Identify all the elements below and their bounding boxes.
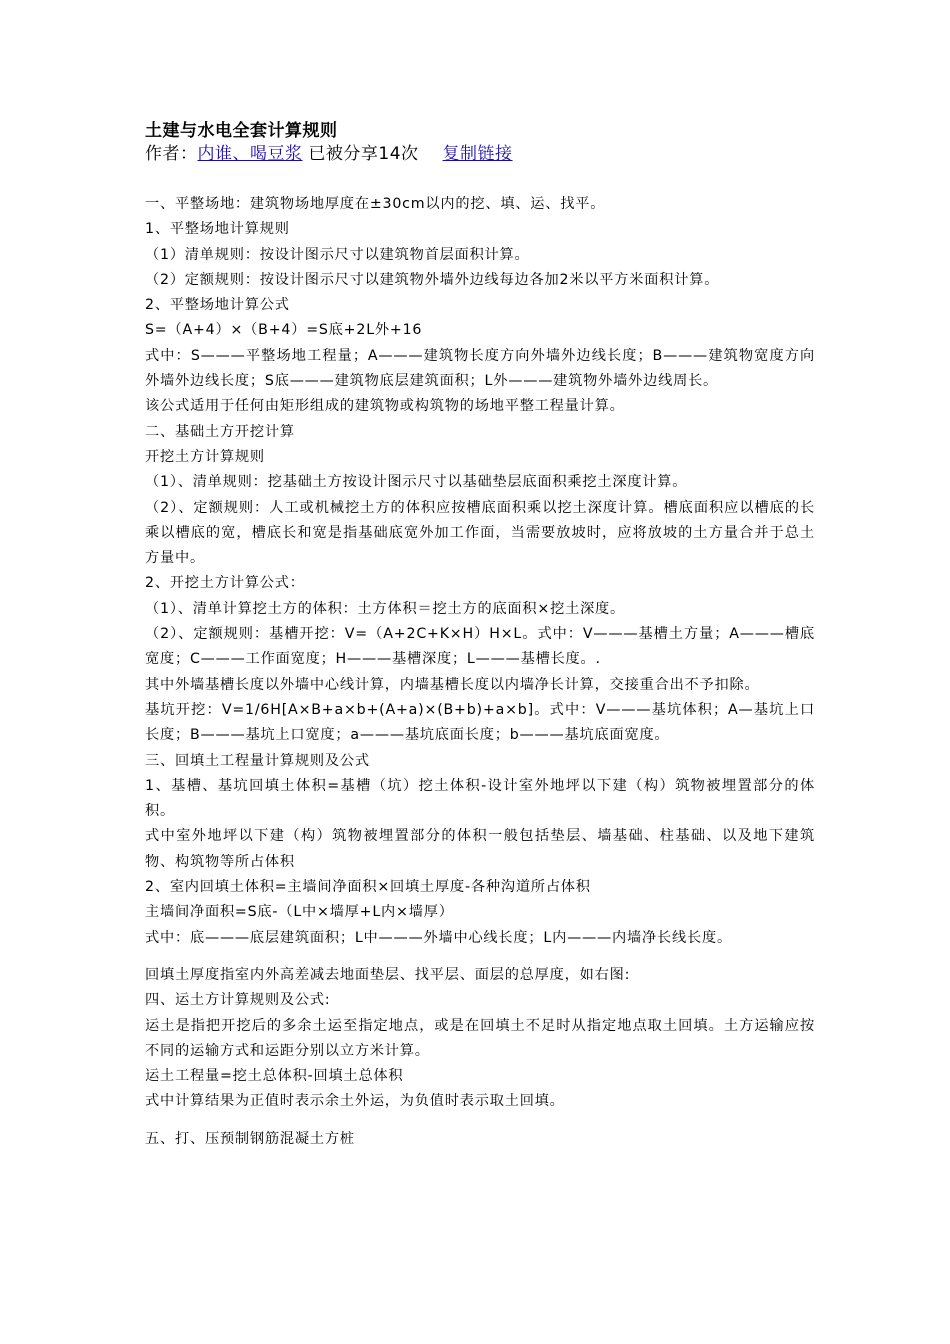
paragraph: 开挖土方计算规则 xyxy=(145,448,265,465)
paragraph: 2、平整场地计算公式 xyxy=(145,297,290,314)
document-page xyxy=(145,120,815,1152)
copy-link-button[interactable]: 复制链接 xyxy=(442,144,513,164)
paragraph: （2）定额规则：按设计图示尺寸以建筑物外墙外边线每边各加2米以平方米面积计算。 xyxy=(145,271,720,288)
paragraph: 该公式适用于任何由矩形组成的建筑物或构筑物的场地平整工程量计算。 xyxy=(145,398,625,415)
paragraph: 运土工程量=挖土总体积-回填土总体积 xyxy=(145,1068,404,1085)
blank-line xyxy=(145,1115,815,1127)
share-count-text: 已被分享14次 xyxy=(302,144,419,164)
paragraph: （1）、清单规则：挖基础土方按设计图示尺寸以基础垫层底面积乘挖土深度计算。 xyxy=(145,474,688,491)
author-link[interactable]: 内谁、喝豆浆 xyxy=(197,144,303,164)
paragraph: 式中：S———平整场地工程量；A———建筑物长度方向外墙外边线长度；B———建筑物宽度方向外墙外边线长度；S底———建筑物底层建筑面积；L外———建筑物外墙外边线周长。 xyxy=(145,347,815,390)
paragraph: （2）、定额规则：基槽开挖：V=（A+2C+K×H）H×L。式中：V———基槽土方量；A———槽底宽度；C———工作面宽度；H———基槽深度；L———基槽长度。. xyxy=(145,626,815,668)
paragraph: 一、平整场地：建筑物场地厚度在±30cm以内的挖、填、运、找平。 xyxy=(145,196,606,212)
paragraph: 式中计算结果为正值时表示余土外运，为负值时表示取土回填。 xyxy=(145,1093,565,1110)
paragraph: 四、运土方计算规则及公式: xyxy=(145,992,331,1009)
paragraph: 2、开挖土方计算公式： xyxy=(145,575,305,592)
paragraph: 1、平整场地计算规则 xyxy=(145,221,290,238)
paragraph: 式中：底———底层建筑面积；L中———外墙中心线长度；L内———内墙净长线长度。 xyxy=(145,929,732,946)
paragraph: 1、基槽、基坑回填土体积=基槽（坑）挖土体积-设计室外地坪以下建（构）筑物被埋置部分的体积。 xyxy=(145,777,815,820)
paragraph: S=（A+4）×（B+4）=S底+2L外+16 xyxy=(145,322,423,339)
document-title: 土建与水电全套计算规则 xyxy=(145,121,338,141)
blank-line xyxy=(145,951,815,963)
document-body xyxy=(145,192,815,1152)
paragraph: （1）清单规则：按设计图示尺寸以建筑物首层面积计算。 xyxy=(145,246,530,263)
paragraph: 二、基础土方开挖计算 xyxy=(145,423,295,440)
author-prefix: 作者： xyxy=(145,144,198,164)
paragraph: 基坑开挖：V=1/6H[A×B+a×b+(A+a)×(B+b)+a×b]。式中：V———基坑体积；A—基坑上口长度；B———基坑上口宽度；a———基坑底面长度；b———基坑底面宽度。 xyxy=(145,701,815,744)
paragraph: 2、室内回填土体积=主墙间净面积×回填土厚度-各种沟道所占体积 xyxy=(145,879,591,896)
paragraph: 三、回填土工程量计算规则及公式 xyxy=(145,752,370,769)
byline xyxy=(145,142,815,166)
paragraph: 主墙间净面积=S底-（L中×墙厚+L内×墙厚） xyxy=(145,904,454,921)
paragraph: 运土是指把开挖后的多余土运至指定地点，或是在回填土不足时从指定地点取土回填。土方运输应按不同的运输方式和运距分别以立方米计算。 xyxy=(145,1017,815,1059)
paragraph: 式中室外地坪以下建（构）筑物被埋置部分的体积一般包括垫层、墙基础、柱基础、以及地下建筑物、构筑物等所占体积 xyxy=(145,828,815,870)
paragraph: （2）、定额规则：人工或机械挖土方的体积应按槽底面积乘以挖土深度计算。槽底面积应以槽底的长乘以槽底的宽，槽底长和宽是指基础底宽外加工作面，当需要放坡时，应将放坡的土方量合并于总土方量中。 xyxy=(145,499,815,567)
paragraph: 五、打、压预制钢筋混凝土方桩 xyxy=(145,1130,355,1147)
paragraph: （1）、清单计算挖土方的体积：土方体积＝挖土方的底面积×挖土深度。 xyxy=(145,600,626,617)
paragraph: 其中外墙基槽长度以外墙中心线计算，内墙基槽长度以内墙净长计算，交接重合出不予扣除。 xyxy=(145,676,760,693)
paragraph: 回填土厚度指室内外高差减去地面垫层、找平层、面层的总厚度，如右图: xyxy=(145,966,631,983)
